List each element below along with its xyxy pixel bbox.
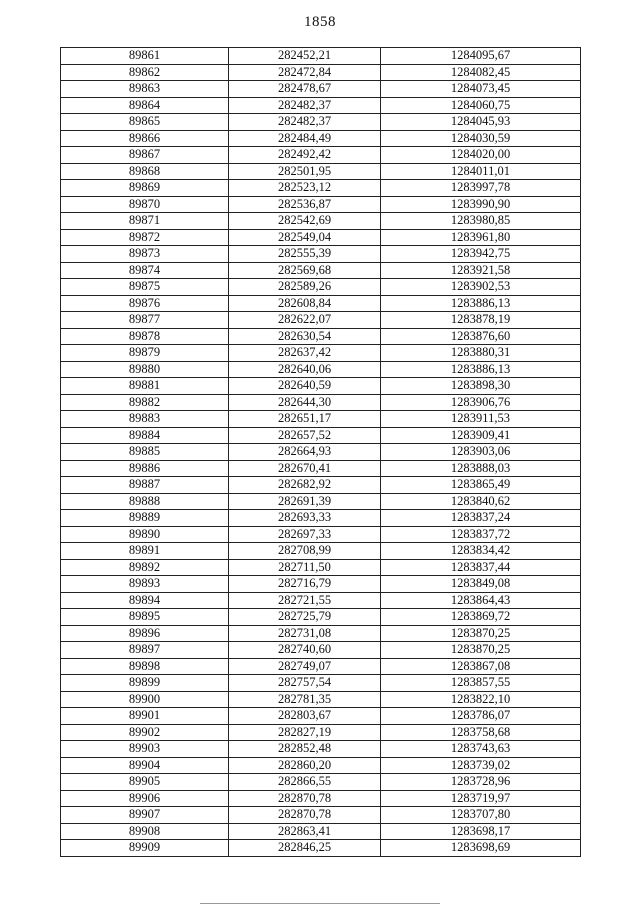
x-coordinate-cell: 282708,99 xyxy=(229,543,381,560)
table-row xyxy=(61,675,581,692)
y-coordinate-cell: 1283837,72 xyxy=(381,526,581,543)
x-coordinate-cell: 282478,67 xyxy=(229,81,381,98)
x-coordinate-cell: 282716,79 xyxy=(229,576,381,593)
x-coordinate-cell: 282757,54 xyxy=(229,675,381,692)
table-row xyxy=(61,840,581,857)
table-row xyxy=(61,444,581,461)
point-number-cell: 89882 xyxy=(61,394,229,411)
x-coordinate-cell: 282492,42 xyxy=(229,147,381,164)
x-coordinate-cell: 282640,06 xyxy=(229,361,381,378)
x-coordinate-cell: 282630,54 xyxy=(229,328,381,345)
y-coordinate-cell: 1283886,13 xyxy=(381,295,581,312)
y-coordinate-cell: 1284020,00 xyxy=(381,147,581,164)
x-coordinate-cell: 282452,21 xyxy=(229,48,381,65)
x-coordinate-cell: 282589,26 xyxy=(229,279,381,296)
point-number-cell: 89863 xyxy=(61,81,229,98)
x-coordinate-cell: 282682,92 xyxy=(229,477,381,494)
y-coordinate-cell: 1283911,53 xyxy=(381,411,581,428)
point-number-cell: 89888 xyxy=(61,493,229,510)
x-coordinate-cell: 282870,78 xyxy=(229,790,381,807)
coordinates-table-body xyxy=(61,48,581,857)
point-number-cell: 89883 xyxy=(61,411,229,428)
table-row xyxy=(61,163,581,180)
y-coordinate-cell: 1284045,93 xyxy=(381,114,581,131)
point-number-cell: 89877 xyxy=(61,312,229,329)
x-coordinate-cell: 282721,55 xyxy=(229,592,381,609)
x-coordinate-cell: 282863,41 xyxy=(229,823,381,840)
y-coordinate-cell: 1283728,96 xyxy=(381,774,581,791)
point-number-cell: 89864 xyxy=(61,97,229,114)
table-row xyxy=(61,97,581,114)
y-coordinate-cell: 1283961,80 xyxy=(381,229,581,246)
table-row xyxy=(61,609,581,626)
coordinates-table xyxy=(60,47,581,857)
y-coordinate-cell: 1284082,45 xyxy=(381,64,581,81)
table-row xyxy=(61,130,581,147)
y-coordinate-cell: 1283980,85 xyxy=(381,213,581,230)
table-row xyxy=(61,493,581,510)
table-row xyxy=(61,411,581,428)
x-coordinate-cell: 282866,55 xyxy=(229,774,381,791)
point-number-cell: 89907 xyxy=(61,807,229,824)
table-row xyxy=(61,312,581,329)
y-coordinate-cell: 1284060,75 xyxy=(381,97,581,114)
point-number-cell: 89873 xyxy=(61,246,229,263)
point-number-cell: 89885 xyxy=(61,444,229,461)
x-coordinate-cell: 282549,04 xyxy=(229,229,381,246)
table-row xyxy=(61,642,581,659)
y-coordinate-cell: 1283864,43 xyxy=(381,592,581,609)
x-coordinate-cell: 282637,42 xyxy=(229,345,381,362)
x-coordinate-cell: 282472,84 xyxy=(229,64,381,81)
point-number-cell: 89903 xyxy=(61,741,229,758)
y-coordinate-cell: 1283997,78 xyxy=(381,180,581,197)
x-coordinate-cell: 282523,12 xyxy=(229,180,381,197)
x-coordinate-cell: 282664,93 xyxy=(229,444,381,461)
table-row xyxy=(61,658,581,675)
table-row xyxy=(61,48,581,65)
y-coordinate-cell: 1284030,59 xyxy=(381,130,581,147)
y-coordinate-cell: 1283849,08 xyxy=(381,576,581,593)
y-coordinate-cell: 1283942,75 xyxy=(381,246,581,263)
x-coordinate-cell: 282749,07 xyxy=(229,658,381,675)
y-coordinate-cell: 1284011,01 xyxy=(381,163,581,180)
point-number-cell: 89868 xyxy=(61,163,229,180)
point-number-cell: 89861 xyxy=(61,48,229,65)
x-coordinate-cell: 282740,60 xyxy=(229,642,381,659)
point-number-cell: 89869 xyxy=(61,180,229,197)
point-number-cell: 89906 xyxy=(61,790,229,807)
point-number-cell: 89862 xyxy=(61,64,229,81)
y-coordinate-cell: 1283888,03 xyxy=(381,460,581,477)
x-coordinate-cell: 282697,33 xyxy=(229,526,381,543)
y-coordinate-cell: 1283870,25 xyxy=(381,625,581,642)
table-row xyxy=(61,345,581,362)
point-number-cell: 89872 xyxy=(61,229,229,246)
y-coordinate-cell: 1283902,53 xyxy=(381,279,581,296)
point-number-cell: 89878 xyxy=(61,328,229,345)
x-coordinate-cell: 282860,20 xyxy=(229,757,381,774)
point-number-cell: 89896 xyxy=(61,625,229,642)
point-number-cell: 89899 xyxy=(61,675,229,692)
y-coordinate-cell: 1283909,41 xyxy=(381,427,581,444)
table-row xyxy=(61,790,581,807)
table-row xyxy=(61,757,581,774)
x-coordinate-cell: 282803,67 xyxy=(229,708,381,725)
table-row xyxy=(61,64,581,81)
point-number-cell: 89870 xyxy=(61,196,229,213)
point-number-cell: 89865 xyxy=(61,114,229,131)
table-row xyxy=(61,394,581,411)
y-coordinate-cell: 1283834,42 xyxy=(381,543,581,560)
table-row xyxy=(61,576,581,593)
point-number-cell: 89881 xyxy=(61,378,229,395)
table-row xyxy=(61,510,581,527)
table-row xyxy=(61,625,581,642)
y-coordinate-cell: 1283786,07 xyxy=(381,708,581,725)
y-coordinate-cell: 1283837,24 xyxy=(381,510,581,527)
x-coordinate-cell: 282827,19 xyxy=(229,724,381,741)
point-number-cell: 89866 xyxy=(61,130,229,147)
x-coordinate-cell: 282501,95 xyxy=(229,163,381,180)
table-row xyxy=(61,279,581,296)
point-number-cell: 89897 xyxy=(61,642,229,659)
table-row xyxy=(61,229,581,246)
x-coordinate-cell: 282640,59 xyxy=(229,378,381,395)
y-coordinate-cell: 1283880,31 xyxy=(381,345,581,362)
y-coordinate-cell: 1283903,06 xyxy=(381,444,581,461)
y-coordinate-cell: 1283837,44 xyxy=(381,559,581,576)
table-row xyxy=(61,378,581,395)
table-row xyxy=(61,246,581,263)
point-number-cell: 89886 xyxy=(61,460,229,477)
table-row xyxy=(61,691,581,708)
y-coordinate-cell: 1283921,58 xyxy=(381,262,581,279)
x-coordinate-cell: 282725,79 xyxy=(229,609,381,626)
table-row xyxy=(61,526,581,543)
x-coordinate-cell: 282852,48 xyxy=(229,741,381,758)
point-number-cell: 89901 xyxy=(61,708,229,725)
point-number-cell: 89902 xyxy=(61,724,229,741)
x-coordinate-cell: 282536,87 xyxy=(229,196,381,213)
x-coordinate-cell: 282657,52 xyxy=(229,427,381,444)
x-coordinate-cell: 282781,35 xyxy=(229,691,381,708)
y-coordinate-cell: 1283739,02 xyxy=(381,757,581,774)
point-number-cell: 89867 xyxy=(61,147,229,164)
point-number-cell: 89895 xyxy=(61,609,229,626)
x-coordinate-cell: 282482,37 xyxy=(229,114,381,131)
point-number-cell: 89890 xyxy=(61,526,229,543)
point-number-cell: 89893 xyxy=(61,576,229,593)
table-row xyxy=(61,807,581,824)
y-coordinate-cell: 1283865,49 xyxy=(381,477,581,494)
table-row xyxy=(61,724,581,741)
table-row xyxy=(61,213,581,230)
point-number-cell: 89889 xyxy=(61,510,229,527)
table-row xyxy=(61,180,581,197)
point-number-cell: 89894 xyxy=(61,592,229,609)
point-number-cell: 89879 xyxy=(61,345,229,362)
y-coordinate-cell: 1283743,63 xyxy=(381,741,581,758)
y-coordinate-cell: 1283869,72 xyxy=(381,609,581,626)
bottom-divider xyxy=(200,903,440,904)
point-number-cell: 89887 xyxy=(61,477,229,494)
x-coordinate-cell: 282731,08 xyxy=(229,625,381,642)
point-number-cell: 89904 xyxy=(61,757,229,774)
table-row xyxy=(61,460,581,477)
table-row xyxy=(61,543,581,560)
y-coordinate-cell: 1283857,55 xyxy=(381,675,581,692)
table-row xyxy=(61,295,581,312)
point-number-cell: 89892 xyxy=(61,559,229,576)
y-coordinate-cell: 1283867,08 xyxy=(381,658,581,675)
table-row xyxy=(61,823,581,840)
point-number-cell: 89876 xyxy=(61,295,229,312)
x-coordinate-cell: 282569,68 xyxy=(229,262,381,279)
y-coordinate-cell: 1283698,17 xyxy=(381,823,581,840)
table-row xyxy=(61,262,581,279)
table-row xyxy=(61,774,581,791)
point-number-cell: 89908 xyxy=(61,823,229,840)
point-number-cell: 89871 xyxy=(61,213,229,230)
x-coordinate-cell: 282608,84 xyxy=(229,295,381,312)
y-coordinate-cell: 1284095,67 xyxy=(381,48,581,65)
point-number-cell: 89900 xyxy=(61,691,229,708)
table-row xyxy=(61,81,581,98)
page-number: 1858 xyxy=(304,14,336,30)
y-coordinate-cell: 1283990,90 xyxy=(381,196,581,213)
table-row xyxy=(61,147,581,164)
table-row xyxy=(61,741,581,758)
y-coordinate-cell: 1283876,60 xyxy=(381,328,581,345)
x-coordinate-cell: 282484,49 xyxy=(229,130,381,147)
point-number-cell: 89880 xyxy=(61,361,229,378)
point-number-cell: 89884 xyxy=(61,427,229,444)
table-row xyxy=(61,114,581,131)
x-coordinate-cell: 282693,33 xyxy=(229,510,381,527)
point-number-cell: 89898 xyxy=(61,658,229,675)
y-coordinate-cell: 1283719,97 xyxy=(381,790,581,807)
table-row xyxy=(61,328,581,345)
y-coordinate-cell: 1283758,68 xyxy=(381,724,581,741)
y-coordinate-cell: 1283898,30 xyxy=(381,378,581,395)
point-number-cell: 89891 xyxy=(61,543,229,560)
x-coordinate-cell: 282651,17 xyxy=(229,411,381,428)
x-coordinate-cell: 282711,50 xyxy=(229,559,381,576)
y-coordinate-cell: 1283878,19 xyxy=(381,312,581,329)
y-coordinate-cell: 1283840,62 xyxy=(381,493,581,510)
table-row xyxy=(61,196,581,213)
y-coordinate-cell: 1283698,69 xyxy=(381,840,581,857)
point-number-cell: 89905 xyxy=(61,774,229,791)
x-coordinate-cell: 282870,78 xyxy=(229,807,381,824)
point-number-cell: 89875 xyxy=(61,279,229,296)
point-number-cell: 89909 xyxy=(61,840,229,857)
y-coordinate-cell: 1283870,25 xyxy=(381,642,581,659)
x-coordinate-cell: 282670,41 xyxy=(229,460,381,477)
y-coordinate-cell: 1283886,13 xyxy=(381,361,581,378)
x-coordinate-cell: 282846,25 xyxy=(229,840,381,857)
x-coordinate-cell: 282644,30 xyxy=(229,394,381,411)
x-coordinate-cell: 282542,69 xyxy=(229,213,381,230)
y-coordinate-cell: 1283822,10 xyxy=(381,691,581,708)
table-row xyxy=(61,592,581,609)
table-row xyxy=(61,559,581,576)
y-coordinate-cell: 1284073,45 xyxy=(381,81,581,98)
y-coordinate-cell: 1283906,76 xyxy=(381,394,581,411)
table-row xyxy=(61,477,581,494)
x-coordinate-cell: 282482,37 xyxy=(229,97,381,114)
table-row xyxy=(61,361,581,378)
table-row xyxy=(61,708,581,725)
x-coordinate-cell: 282622,07 xyxy=(229,312,381,329)
point-number-cell: 89874 xyxy=(61,262,229,279)
x-coordinate-cell: 282555,39 xyxy=(229,246,381,263)
x-coordinate-cell: 282691,39 xyxy=(229,493,381,510)
y-coordinate-cell: 1283707,80 xyxy=(381,807,581,824)
table-row xyxy=(61,427,581,444)
